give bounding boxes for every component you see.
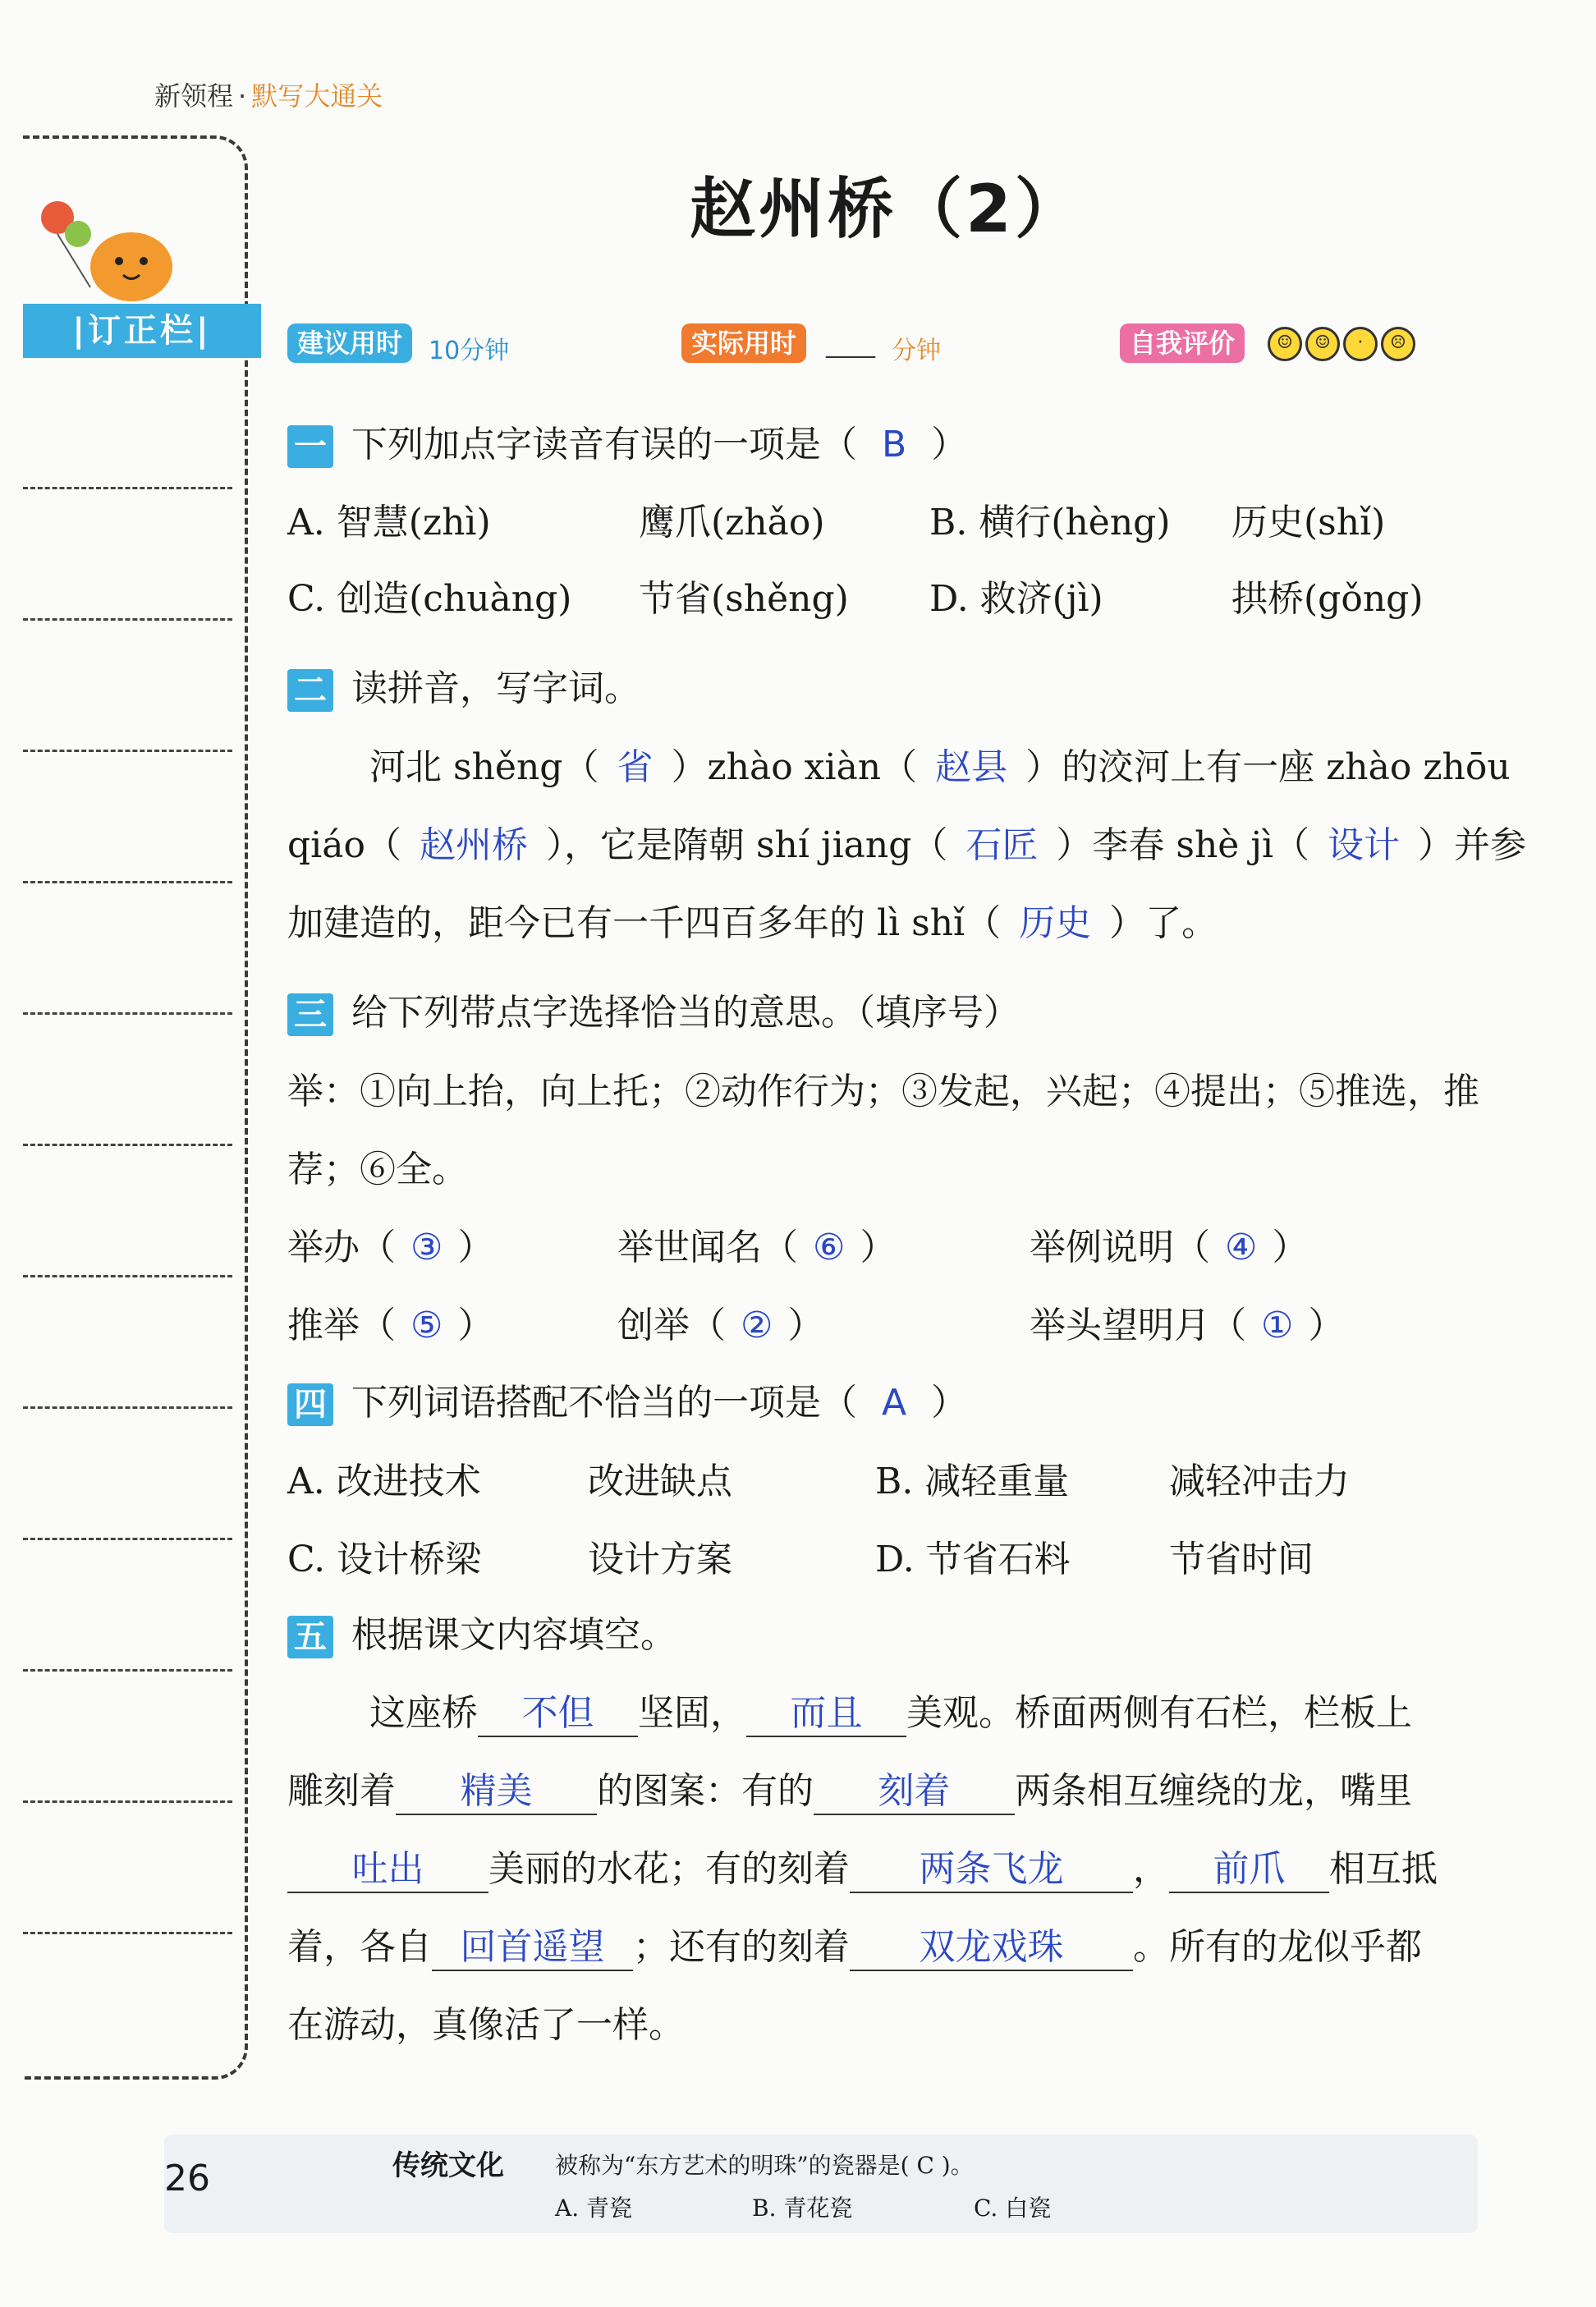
fill-line-5: 在游动，真像活了一样。 <box>287 2004 685 2046</box>
text: 着，各自 <box>287 1926 432 1968</box>
series-subtitle: 默写大通关 <box>251 80 383 112</box>
actual-time-label: 实际用时 <box>681 323 806 363</box>
option-a2: 改进缺点 <box>588 1461 732 1502</box>
culture-option-c: C. 白瓷 <box>974 2195 1052 2222</box>
culture-label: 传统文化 <box>392 2149 504 2182</box>
correction-sidebar <box>23 135 248 2080</box>
text: ）并参 <box>1418 824 1527 866</box>
text: 这座桥 <box>369 1692 478 1734</box>
sidebar-divider <box>23 487 232 489</box>
section-question: 根据课文内容填空。 <box>351 1614 676 1656</box>
option-b2: 历史(shǐ) <box>1231 502 1386 543</box>
smile-face-icon[interactable]: ☺ <box>1305 327 1340 361</box>
passage-line-1 <box>369 737 1511 790</box>
option-b1: B. 减轻重量 <box>875 1461 1070 1502</box>
text: 。所有的龙似乎都 <box>1133 1926 1422 1968</box>
word: 创举（ <box>617 1305 726 1346</box>
sidebar-divider <box>23 1144 232 1146</box>
text: 美丽的水花；有的刻着 <box>488 1848 850 1890</box>
answer: 设计 <box>1328 824 1401 866</box>
sidebar-divider <box>23 881 232 883</box>
sidebar-divider <box>23 1275 232 1277</box>
text: ）zhào xiàn（ <box>671 746 918 788</box>
bracket-close: ） <box>787 1305 824 1346</box>
section-question: 下列加点字读音有误的一项是（ <box>351 424 857 466</box>
culture-option-b: B. 青花瓷 <box>752 2195 853 2222</box>
self-eval-label: 自我评价 <box>1120 323 1245 363</box>
option-a1: A. 智慧(zhì) <box>287 502 491 543</box>
section-number: 一 <box>287 425 333 468</box>
bracket-close: ） <box>931 1382 968 1424</box>
text: ；还有的刻着 <box>633 1926 850 1968</box>
answer-blank: 而且 <box>746 1683 906 1737</box>
text: qiáo（ <box>287 824 401 866</box>
answer: A <box>882 1382 907 1424</box>
bracket-close: ） <box>860 1227 897 1268</box>
answer-blank: 不但 <box>478 1683 638 1737</box>
text: 两条相互缠绕的龙，嘴里 <box>1015 1770 1412 1812</box>
sidebar-divider <box>23 750 232 752</box>
answer: 历史 <box>1019 902 1092 944</box>
option-c2: 节省(shěng) <box>639 578 849 620</box>
text: ， <box>1133 1848 1169 1890</box>
section-5-heading <box>287 1605 676 1658</box>
answer: ⑥ <box>813 1227 846 1268</box>
section-question: 下列词语搭配不恰当的一项是（ <box>351 1382 857 1424</box>
culture-option-a: A. 青瓷 <box>555 2195 633 2222</box>
fill-line-1 <box>369 1683 1412 1737</box>
section-question: 读拼音，写字词。 <box>351 667 640 709</box>
sidebar-divider <box>23 1538 232 1540</box>
item-5 <box>617 1296 823 1348</box>
section-number: 四 <box>287 1383 333 1426</box>
actual-time-blank: ____ <box>826 330 875 359</box>
section-1-heading <box>287 415 967 468</box>
text: ）李春 shè jì（ <box>1056 824 1310 866</box>
happy-face-icon[interactable]: ☺ <box>1268 327 1302 361</box>
answer-blank: 回首遥望 <box>432 1917 633 1971</box>
answer: B <box>882 424 907 466</box>
passage-line-2 <box>287 815 1526 868</box>
section-4-heading <box>287 1373 967 1426</box>
option-d2: 节省时间 <box>1169 1539 1314 1580</box>
text: ）了。 <box>1109 902 1218 944</box>
answer: ③ <box>410 1227 443 1268</box>
suggest-time-value: 10分钟 <box>429 337 510 365</box>
correction-label: |订正栏| <box>23 304 261 358</box>
section-2-heading <box>287 658 640 712</box>
item-3 <box>1030 1218 1308 1270</box>
item-6 <box>1030 1296 1344 1348</box>
page-title: 赵州桥（2） <box>690 171 1084 247</box>
option-c1: C. 创造(chuàng) <box>287 578 572 620</box>
bracket-close: ） <box>457 1227 494 1268</box>
answer-blank: 两条飞龙 <box>850 1839 1133 1893</box>
option-a2: 鹰爪(zhǎo) <box>639 502 825 543</box>
option-d2: 拱桥(gǒng) <box>1231 578 1424 620</box>
bracket-close: ） <box>1308 1305 1345 1346</box>
definition-line-1: 举：①向上抬，向上托；②动作行为；③发起，兴起；④提出；⑤推选，推 <box>287 1071 1479 1112</box>
bracket-close: ） <box>931 424 968 466</box>
neutral-face-icon[interactable]: · <box>1343 327 1378 361</box>
sidebar-divider <box>23 1669 232 1672</box>
sidebar-divider <box>23 1800 232 1803</box>
sad-face-icon[interactable]: ☹ <box>1381 327 1415 361</box>
option-c2: 设计方案 <box>588 1539 732 1580</box>
text: ）的洨河上有一座 zhào zhōu <box>1025 746 1511 788</box>
answer: ⑤ <box>410 1305 443 1346</box>
word: 举例说明（ <box>1030 1227 1210 1268</box>
self-eval-faces <box>1268 327 1419 361</box>
answer-blank: 双龙戏珠 <box>850 1917 1133 1971</box>
option-d1: D. 救济(jì) <box>929 578 1103 620</box>
suggest-time-label: 建议用时 <box>287 323 412 363</box>
option-a1: A. 改进技术 <box>287 1461 481 1502</box>
passage-line-3 <box>287 893 1218 946</box>
series-name: 新领程 <box>154 80 234 112</box>
answer: 赵县 <box>935 746 1008 788</box>
book-header <box>154 76 383 113</box>
page-number: 26 <box>164 2158 210 2199</box>
word: 推举（ <box>287 1305 396 1346</box>
answer: ② <box>741 1305 773 1346</box>
answer-blank: 刻着 <box>814 1761 1015 1815</box>
fill-line-2 <box>287 1761 1412 1815</box>
answer: ④ <box>1225 1227 1258 1268</box>
definition-line-2: 荐；⑥全。 <box>287 1149 468 1190</box>
answer: 石匠 <box>965 824 1039 866</box>
option-b2: 减轻冲击力 <box>1169 1461 1350 1502</box>
text: ），它是隋朝 shí jiang（ <box>545 824 948 866</box>
text: 加建造的，距今已有一千四百多年的 lì shǐ（ <box>287 902 1002 944</box>
section-number: 三 <box>287 993 333 1036</box>
section-number: 五 <box>287 1616 333 1658</box>
actual-time-unit: 分钟 <box>892 337 941 365</box>
option-d1: D. 节省石料 <box>875 1539 1071 1580</box>
item-4 <box>287 1296 493 1348</box>
text: 河北 shěng（ <box>369 746 599 788</box>
fill-line-3 <box>287 1839 1438 1893</box>
word: 举办（ <box>287 1227 396 1268</box>
bracket-close: ） <box>457 1305 494 1346</box>
option-c1: C. 设计桥梁 <box>287 1539 482 1580</box>
culture-question: 被称为“东方艺术的明珠”的瓷器是( C )。 <box>555 2152 974 2179</box>
section-question: 给下列带点字选择恰当的意思。（填序号） <box>351 992 1020 1034</box>
word: 举世闻名（ <box>617 1227 798 1268</box>
text: 美观。桥面两侧有石栏，栏板上 <box>906 1692 1412 1734</box>
sidebar-divider <box>23 1932 232 1934</box>
text: 相互抵 <box>1329 1848 1438 1890</box>
answer: ① <box>1261 1305 1294 1346</box>
sidebar-divider <box>23 1012 232 1015</box>
answer-blank: 前爪 <box>1169 1839 1329 1893</box>
word: 举头望明月（ <box>1030 1305 1246 1346</box>
sidebar-divider <box>23 1406 232 1409</box>
answer-blank: 精美 <box>396 1761 597 1815</box>
answer: 赵州桥 <box>419 824 528 866</box>
header-separator: · <box>238 80 247 112</box>
section-3-heading <box>287 983 1020 1036</box>
item-2 <box>617 1218 896 1270</box>
fill-line-4 <box>287 1917 1422 1971</box>
bracket-close: ） <box>1272 1227 1309 1268</box>
answer: 省 <box>617 746 654 788</box>
option-b1: B. 横行(hèng) <box>929 502 1171 543</box>
text: 坚固， <box>638 1692 746 1734</box>
answer-blank: 吐出 <box>287 1839 488 1893</box>
item-1 <box>287 1218 493 1270</box>
sidebar-divider <box>23 618 232 621</box>
section-number: 二 <box>287 669 333 712</box>
text: 雕刻着 <box>287 1770 396 1812</box>
text: 的图案：有的 <box>597 1770 814 1812</box>
